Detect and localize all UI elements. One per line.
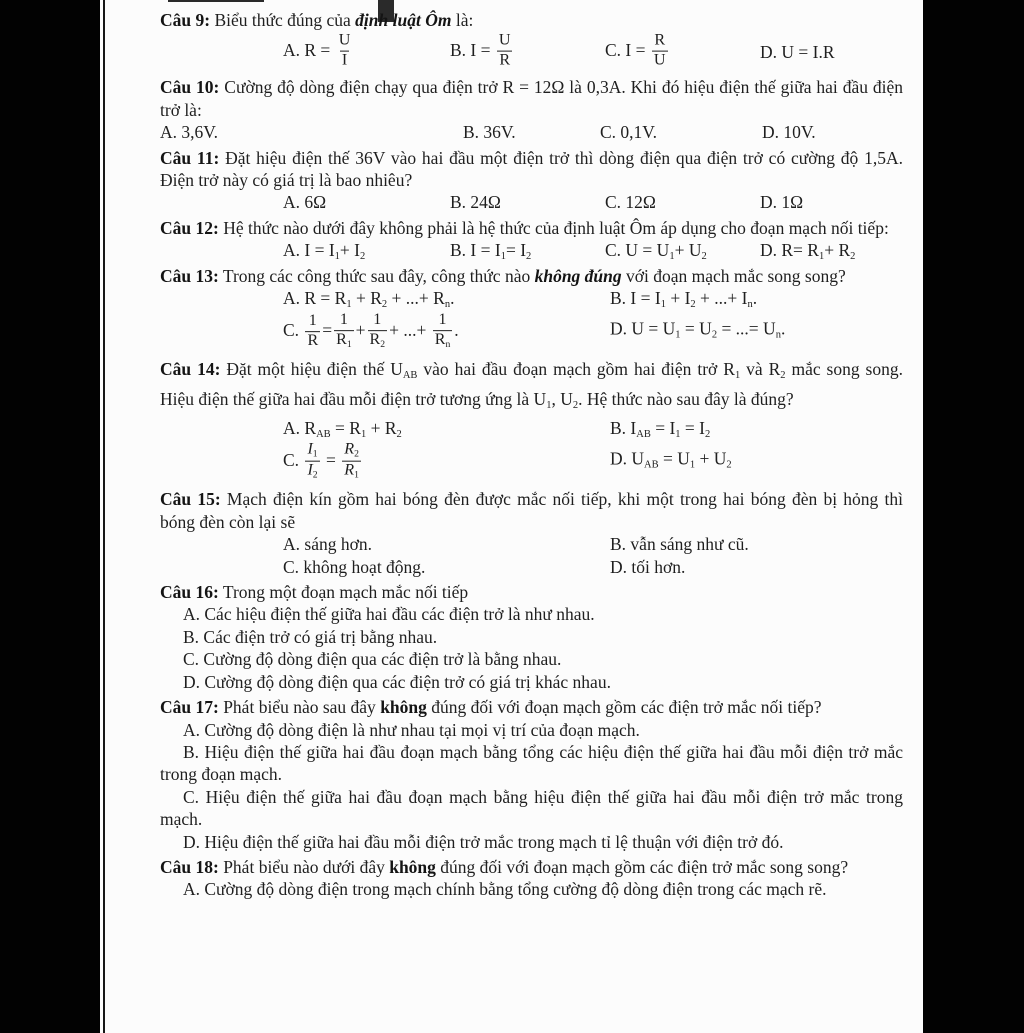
- text-run: = I: [650, 418, 676, 439]
- fraction-numerator: [342, 442, 361, 461]
- text-run: 1: [669, 251, 675, 263]
- text-run: A. Cường độ dòng điện là như nhau tại mọi vị trí của đoạn mạch.: [183, 719, 640, 740]
- text-run: = I: [505, 240, 527, 261]
- text-run: B. 24Ω: [450, 192, 501, 213]
- text-run: 1: [689, 459, 696, 471]
- text-run: là:: [451, 10, 474, 30]
- options-row: [160, 533, 903, 555]
- options-row: [160, 439, 903, 485]
- question-heading: [160, 147, 903, 192]
- option-cell: [283, 443, 363, 482]
- text-run: 1: [346, 339, 352, 351]
- question-heading: [160, 358, 903, 417]
- question-9: [160, 9, 903, 73]
- options-row: [160, 309, 903, 355]
- text-run: vào hai đầu đoạn mạch gồm hai điện trở R: [417, 359, 735, 380]
- fraction-denominator: [497, 51, 512, 70]
- text-run: U: [653, 51, 666, 69]
- text-run: C. U = U: [605, 240, 670, 261]
- question-heading: [160, 696, 903, 718]
- fraction: [342, 442, 361, 481]
- text-run: + ...+ I: [695, 288, 748, 309]
- text-run: B. Hiệu điện thế giữa hai đầu đoạn mạch bằng tổng các hiệu điện thế giữa hai đầu mỗi điện trở mắc trong đoạn mạch.: [160, 741, 903, 785]
- text-run: AB: [402, 370, 418, 382]
- text-run: A. 3,6V.: [160, 122, 219, 143]
- text-run: không: [380, 697, 427, 718]
- text-run: n: [775, 329, 781, 341]
- text-run: B. vẫn sáng như cũ.: [610, 534, 749, 555]
- text-run: R: [307, 331, 319, 349]
- text-run: =: [322, 320, 333, 341]
- question-heading: [160, 76, 903, 121]
- options-row: [160, 239, 903, 261]
- text-run: D. 10V.: [762, 122, 816, 143]
- text-run: + R: [366, 418, 397, 439]
- left-black-bar: [0, 0, 100, 1033]
- text-run: 1: [354, 469, 359, 481]
- option-cell: [610, 533, 749, 555]
- question-15: [160, 488, 903, 578]
- text-run: .: [454, 320, 459, 341]
- text-run: 2: [780, 370, 786, 382]
- fraction-denominator: [305, 331, 320, 350]
- option-cell: [283, 311, 459, 352]
- question-heading: [160, 9, 903, 31]
- text-run: với đoạn mạch mắc song song?: [621, 265, 846, 286]
- option-cell: [605, 239, 707, 268]
- option-line: [160, 648, 903, 670]
- option-cell: [610, 448, 732, 477]
- text-run: Câu 13:: [160, 265, 219, 286]
- option-cell: [762, 121, 816, 143]
- options-row: [160, 287, 903, 309]
- fraction-denominator: [652, 51, 668, 70]
- text-run: Đặt một hiệu điện thế U: [220, 359, 403, 380]
- text-run: đúng đối với đoạn mạch gồm các điện trở mắc song song?: [435, 856, 849, 877]
- text-run: Câu 10:: [160, 77, 220, 98]
- option-cell: [450, 191, 501, 213]
- fraction-numerator: [307, 313, 319, 331]
- text-run: C. I =: [605, 40, 650, 61]
- text-run: 2: [360, 251, 366, 263]
- text-run: B. I = I: [450, 240, 501, 261]
- fraction-denominator: [368, 330, 388, 350]
- text-run: 2: [705, 429, 711, 441]
- text-run: = ...= U: [717, 318, 776, 339]
- text-run: 1: [346, 298, 352, 310]
- option-cell: [600, 121, 657, 143]
- fraction-numerator: [338, 313, 350, 331]
- text-run: C. Hiệu điện thế giữa hai đầu đoạn mạch bằng hiệu điện thế giữa hai đầu mỗi điện trở mắc trong mạch.: [160, 786, 903, 830]
- text-run: và R: [740, 359, 781, 380]
- text-run: 1: [500, 251, 506, 263]
- fraction-numerator: [436, 313, 448, 331]
- text-run: B. 36V.: [463, 122, 516, 143]
- text-run: Biểu thức đúng của: [210, 10, 356, 30]
- options-row: [160, 191, 903, 213]
- text-run: 1: [373, 311, 382, 329]
- fraction-denominator: [342, 461, 361, 481]
- question-18: [160, 856, 903, 901]
- text-run: R: [369, 331, 381, 349]
- text-run: 2: [701, 251, 707, 263]
- fraction: [305, 313, 320, 350]
- option-cell: [610, 318, 785, 347]
- fraction-denominator: [433, 330, 453, 350]
- text-run: 1: [334, 251, 340, 263]
- text-run: C.: [283, 320, 304, 341]
- text-run: = U: [680, 318, 712, 339]
- text-run: C.: [283, 450, 304, 471]
- text-run: Đặt hiệu điện thế 36V vào hai đầu một điện trở thì dòng điện qua điện trở có cường độ 1,5A. Điện trở này có giá trị là bao nhiêu?: [160, 147, 904, 191]
- option-line: [160, 719, 903, 741]
- text-run: Mạch điện kín gồm hai bóng đèn được mắc nối tiếp, khi một trong hai bóng đèn bị hỏng thì bóng đèn còn lại sẽ: [160, 489, 903, 532]
- text-run: I: [307, 441, 313, 459]
- text-run: C. 0,1V.: [600, 122, 658, 143]
- text-run: R: [434, 331, 446, 349]
- text-run: 2: [711, 329, 718, 341]
- text-run: Câu 11:: [160, 147, 220, 168]
- text-run: + R: [824, 240, 851, 261]
- option-cell: [760, 239, 855, 268]
- option-cell: [610, 556, 685, 578]
- text-run: 2: [726, 459, 732, 471]
- question-16: [160, 581, 903, 693]
- text-run: D. U: [610, 448, 645, 469]
- question-13: [160, 265, 903, 356]
- text-run: A. R: [283, 418, 317, 439]
- text-run: Phát biểu nào sau đây: [218, 697, 381, 718]
- question-heading: [160, 217, 903, 239]
- text-run: Câu 17:: [160, 697, 219, 718]
- text-run: A. R =: [283, 40, 335, 61]
- text-run: 2: [526, 251, 532, 263]
- text-run: R: [336, 331, 347, 349]
- option-cell: [760, 41, 835, 63]
- option-line: [160, 878, 903, 900]
- text-run: + U: [695, 448, 727, 469]
- fraction-numerator: [337, 33, 353, 51]
- option-cell: [283, 239, 365, 268]
- text-run: = U: [658, 448, 690, 469]
- options-row: [160, 31, 903, 73]
- text-run: A. Các hiệu điện thế giữa hai đầu các điện trở là như nhau.: [183, 604, 595, 625]
- text-run: 1: [818, 251, 825, 263]
- option-cell: [160, 121, 218, 143]
- text-run: D. U = I.R: [760, 42, 835, 63]
- question-17: [160, 696, 903, 853]
- text-run: R: [499, 51, 511, 69]
- text-run: n: [444, 298, 451, 310]
- text-run: AB: [316, 429, 331, 441]
- text-run: 2: [690, 298, 696, 310]
- option-line: [160, 626, 903, 648]
- text-run: B. I: [610, 418, 637, 439]
- text-run: 1: [675, 329, 681, 341]
- fraction-numerator: [305, 442, 319, 461]
- text-run: 1: [546, 399, 552, 411]
- text-run: 2: [354, 448, 359, 460]
- text-run: 1: [308, 312, 317, 330]
- option-line: [160, 786, 903, 831]
- question-12: [160, 217, 903, 262]
- question-10: [160, 76, 903, 143]
- text-run: R: [344, 441, 355, 459]
- text-run: .: [450, 288, 455, 309]
- text-run: Câu 14:: [160, 359, 221, 380]
- text-run: AB: [636, 429, 651, 441]
- fraction: [334, 313, 354, 351]
- option-cell: [760, 191, 803, 213]
- text-run: 2: [572, 399, 579, 411]
- text-run: D. 1Ω: [760, 192, 804, 213]
- option-line: [160, 603, 903, 625]
- text-run: Trong các công thức sau đây, công thức nào: [218, 265, 535, 286]
- text-run: n: [747, 298, 753, 310]
- options-row: [160, 417, 903, 439]
- option-cell: [283, 34, 354, 71]
- text-run: . Hệ thức nào sau đây là đúng?: [578, 388, 794, 409]
- fraction: [305, 442, 319, 481]
- question-heading: [160, 856, 903, 878]
- text-run: .: [752, 288, 758, 309]
- text-run: + ...+ R: [387, 288, 445, 309]
- text-run: R: [344, 461, 355, 479]
- text-run: Hệ thức nào dưới đây không phải là hệ thức của định luật Ôm áp dụng cho đoạn mạch nối tiếp:: [218, 217, 889, 238]
- text-run: R: [654, 32, 666, 50]
- fraction-numerator: [652, 33, 667, 51]
- text-run: 1: [660, 298, 666, 310]
- text-run: D. Hiệu điện thế giữa hai đầu mỗi điện trở mắc trong mạch tỉ lệ thuận với điện trở đó.: [183, 831, 784, 852]
- text-run: C. Cường độ dòng điện qua các điện trở là bằng nhau.: [183, 649, 562, 670]
- question-11: [160, 147, 903, 214]
- text-run: U: [498, 32, 511, 50]
- text-run: + U: [674, 240, 702, 261]
- fraction-numerator: [371, 313, 383, 331]
- question-heading: [160, 581, 903, 603]
- text-run: + I: [339, 240, 360, 261]
- text-run: B. Các điện trở có giá trị bằng nhau.: [183, 626, 438, 647]
- option-line: [160, 831, 903, 853]
- text-run: = R: [330, 418, 361, 439]
- text-run: 2: [312, 469, 318, 481]
- text-run: Câu 12:: [160, 217, 219, 238]
- text-run: D. Cường độ dòng điện qua các điện trở có giá trị khác nhau.: [183, 671, 611, 692]
- text-run: Câu 18:: [160, 856, 219, 877]
- question-14: [160, 358, 903, 485]
- text-run: + I: [665, 288, 691, 309]
- text-run: Câu 9:: [160, 10, 211, 30]
- text-run: 1: [339, 311, 348, 329]
- text-run: 1: [734, 370, 741, 382]
- text-run: 2: [396, 429, 402, 441]
- text-run: D. R= R: [760, 240, 819, 261]
- text-run: 1: [360, 429, 367, 441]
- text-run: A. sáng hơn.: [283, 534, 372, 555]
- text-run: B. I =: [450, 40, 495, 61]
- text-run: U: [338, 32, 351, 50]
- option-cell: [283, 533, 372, 555]
- text-run: Câu 15:: [160, 489, 221, 510]
- fraction: [368, 313, 388, 351]
- text-run: +: [355, 320, 366, 341]
- document-page: [100, 0, 923, 1033]
- text-run: C. 12Ω: [605, 192, 656, 213]
- worksheet-content: [100, 0, 923, 901]
- text-run: =: [321, 450, 341, 471]
- text-run: A. Cường độ dòng điện trong mạch chính bằng tổng cường độ dòng điện trong các mạch rẽ.: [183, 879, 827, 900]
- text-run: A. 6Ω: [283, 192, 327, 213]
- text-run: 1: [312, 448, 318, 460]
- text-run: Trong một đoạn mạch mắc nối tiếp: [218, 582, 469, 603]
- fraction-denominator: [340, 51, 349, 70]
- text-run: đúng đối với đoạn mạch gồm các điện trở mắc nối tiếp?: [426, 697, 822, 718]
- fraction-denominator: [305, 461, 319, 481]
- options-row: [160, 556, 903, 578]
- text-run: n: [445, 339, 451, 351]
- text-run: 1: [675, 429, 681, 441]
- option-line: [160, 741, 903, 786]
- text-run: 2: [850, 251, 856, 263]
- text-run: AB: [644, 459, 659, 471]
- right-black-bar: [923, 0, 1024, 1033]
- text-run: Cường độ dòng điện chạy qua điện trở R = 12Ω là 0,3A. Khi đó hiệu điện thế giữa hai đầu điện trở là:: [160, 77, 904, 120]
- fraction: [337, 33, 353, 70]
- option-cell: [283, 556, 425, 578]
- fraction: [433, 313, 453, 351]
- option-cell: [283, 191, 326, 213]
- text-run: I: [307, 461, 313, 479]
- option-cell: [450, 34, 515, 71]
- text-run: mắc song song. Hiệu điện thế giữa hai đầu mỗi điện trở tương ứng là U: [160, 359, 903, 409]
- fraction: [652, 33, 668, 70]
- text-run: I: [341, 51, 348, 69]
- question-heading: [160, 488, 903, 533]
- text-run: = I: [680, 418, 705, 439]
- text-run: D. tối hơn.: [610, 556, 686, 577]
- fraction-numerator: [497, 33, 513, 51]
- option-cell: [605, 34, 670, 71]
- text-run: A. I = I: [283, 240, 335, 261]
- text-run: Câu 16:: [160, 582, 219, 603]
- text-run: + ...+: [389, 320, 431, 341]
- text-run: + R: [351, 288, 382, 309]
- option-cell: [450, 239, 531, 268]
- fraction-denominator: [334, 330, 354, 350]
- text-run: , U: [551, 388, 573, 409]
- fraction: [497, 33, 513, 70]
- text-run: 2: [380, 339, 386, 351]
- text-run: không đúng: [534, 265, 622, 286]
- text-run: 1: [438, 311, 447, 329]
- text-run: không: [389, 856, 436, 877]
- text-run: B. I = I: [610, 288, 661, 309]
- text-run: định luật Ôm: [355, 10, 452, 30]
- text-run: Phát biểu nào dưới đây: [218, 856, 390, 877]
- text-run: 2: [381, 298, 388, 310]
- option-cell: [605, 191, 656, 213]
- text-run: C. không hoạt động.: [283, 556, 426, 577]
- text-run: D. U = U: [610, 318, 676, 339]
- text-run: .: [780, 318, 786, 339]
- option-line: [160, 671, 903, 693]
- text-run: A. R = R: [283, 288, 347, 309]
- options-row: [160, 121, 903, 143]
- option-cell: [463, 121, 516, 143]
